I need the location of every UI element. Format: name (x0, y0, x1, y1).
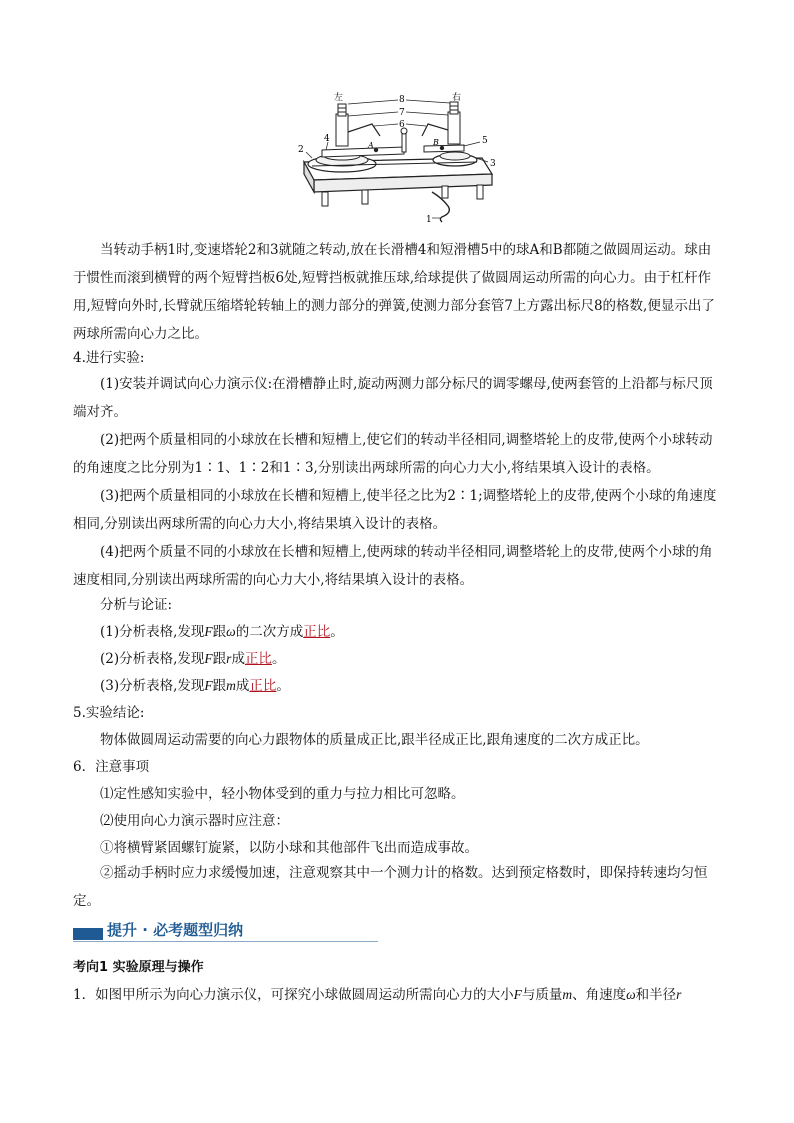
banner-title: 提升 · 必考题型归纳 (107, 921, 244, 939)
leader-6-left (374, 124, 398, 126)
q1-text: 1．如图甲所示为向心力演示仪，可探究小球做圆周运动所需向心力的大小 (73, 987, 514, 1003)
analysis-3-answer: 正比 (249, 678, 277, 694)
analysis-1-pre: (1)分析表格,发现 (100, 624, 205, 640)
right-scale (450, 102, 458, 114)
leader-2 (306, 152, 312, 158)
label-left: 左 (334, 93, 344, 103)
q1-omega: ω (626, 987, 636, 1002)
right-sleeve (448, 112, 460, 144)
centripetal-force-apparatus-figure (292, 90, 502, 228)
step-1: (1)安装并调试向心力演示仪:在滑槽静止时,旋动两测力部分标尺的调零螺母,使两套管的上沿都与标尺顶端对齐。 (73, 376, 713, 420)
step-3: (3)把两个质量相同的小球放在长槽和短槽上,使半径之比为2∶1;调整塔轮上的皮带,使两个小球的角速度相同,分别读出两球所需的向心力大小,将结果填入设计的表格。 (73, 488, 717, 532)
analysis-3-mid: 跟 (212, 678, 227, 694)
question-1 (73, 984, 681, 1006)
note-1: ⑴定性感知实验中，轻小物体受到的重力与拉力相比可忽略。 (100, 786, 465, 802)
label-ball-A: A (368, 141, 374, 150)
analysis-3-F: F (204, 678, 213, 693)
leader-8-right (406, 100, 450, 103)
note-4: ②摇动手柄时应力求缓慢加速，注意观察其中一个测力计的格数。达到预定格数时，即保持转速均匀恒定。 (73, 865, 708, 909)
analysis-2-post: 成 (231, 651, 245, 667)
analysis-title: 分析与论证: (100, 597, 173, 613)
banner-rule (73, 941, 378, 942)
q1-r: r (676, 987, 682, 1002)
analysis-1-var: ω (226, 624, 236, 639)
center-post-left (402, 132, 406, 152)
leg-left (322, 192, 328, 206)
leg-right (477, 185, 483, 199)
left-sleeve (336, 114, 348, 146)
label-1: 1 (426, 215, 432, 225)
q1-m: m (562, 987, 573, 1002)
ball-A (374, 148, 378, 152)
analysis-1 (100, 621, 344, 643)
label-8: 8 (399, 95, 405, 105)
label-5: 5 (482, 136, 488, 146)
analysis-2-var: r (226, 651, 232, 666)
intro-paragraph: 当转动手柄1时,变速塔轮2和3就随之转动,放在长滑槽4和短滑槽5中的球A和B都随之做圆周运动。球由于惯性而滚到横臂的两个短臂挡板6处,短臂挡板就推压球,给球提供了做圆周运动所需的向心力。由于杠杆作用,短臂向外时,长臂就压缩塔轮转轴上的测力部分的弹簧,使测力部分套管7上方露出标尺8的格数,便显示出了两球所需向心力之比。 (73, 242, 715, 342)
note-2: ⑵使用向心力演示器时应注意： (100, 813, 289, 829)
leader-7-right (406, 112, 448, 115)
section-banner (73, 918, 378, 944)
step-2: (2)把两个质量相同的小球放在长槽和短槽上,使它们的转动半径相同,调整塔轮上的皮带,使两个小球转动的角速度之比分别为1∶1、1∶2和1∶3,分别读出两球所需的向心力大小,将结果填入设计的表格。 (73, 432, 713, 476)
kaoxiang-title: 考向1 实验原理与操作 (73, 960, 204, 975)
section-5-title: 5.实验结论: (73, 705, 145, 721)
section-4-title: 4.进行实验: (73, 350, 145, 366)
analysis-2-mid: 跟 (212, 651, 227, 667)
label-3: 3 (490, 159, 496, 169)
left-scale (338, 104, 346, 116)
section-6-title: 6．注意事项 (73, 759, 150, 775)
banner-bar (73, 928, 103, 940)
leader-5 (464, 142, 480, 146)
label-2: 2 (298, 145, 304, 155)
leg-back (442, 186, 448, 198)
analysis-3-pre: (3)分析表格,发现 (100, 678, 205, 694)
analysis-3-end: 。 (276, 678, 290, 694)
label-6: 6 (399, 120, 405, 130)
analysis-1-end: 。 (330, 624, 344, 640)
leader-6-right (406, 124, 426, 126)
analysis-1-mid: 跟 (212, 624, 227, 640)
analysis-2 (100, 648, 285, 670)
note-3: ①将横臂紧固螺钉旋紧，以防小球和其他部件飞出而造成事故。 (100, 840, 478, 856)
q1-mid2: 、角速度 (572, 987, 627, 1003)
label-4: 4 (324, 134, 330, 144)
label-7: 7 (399, 108, 405, 118)
label-ball-B: B (433, 138, 439, 147)
analysis-3-var: m (226, 678, 236, 693)
q1-mid3: 和半径 (635, 987, 677, 1003)
analysis-3 (100, 675, 290, 697)
leg-mid (362, 190, 368, 204)
analysis-3-post: 成 (235, 678, 250, 694)
leader-7-left (348, 112, 398, 116)
analysis-2-end: 。 (271, 651, 286, 667)
step-4: (4)把两个质量不同的小球放在长槽和短槽上,使两球的转动半径相同,调整塔轮上的皮带,使两个小球的角速度相同,分别读出两球所需的向心力大小,将结果填入设计的表格。 (73, 544, 713, 588)
analysis-1-F: F (204, 624, 213, 639)
ball-B (440, 146, 444, 150)
analysis-1-answer: 正比 (303, 624, 331, 640)
conclusion: 物体做圆周运动需要的向心力跟物体的质量成正比,跟半径成正比,跟角速度的二次方成正比。 (100, 732, 649, 748)
long-groove (322, 147, 404, 157)
analysis-2-pre: (2)分析表格,发现 (100, 651, 205, 667)
q1-F: F (513, 987, 522, 1002)
analysis-1-post: 的二次方成 (235, 624, 304, 640)
label-right: 右 (452, 93, 462, 103)
analysis-2-answer: 正比 (244, 651, 272, 667)
analysis-2-F: F (204, 651, 213, 666)
q1-mid: 与质量 (521, 987, 563, 1003)
right-pulley-top (440, 152, 470, 160)
leader-8-left (348, 100, 398, 104)
